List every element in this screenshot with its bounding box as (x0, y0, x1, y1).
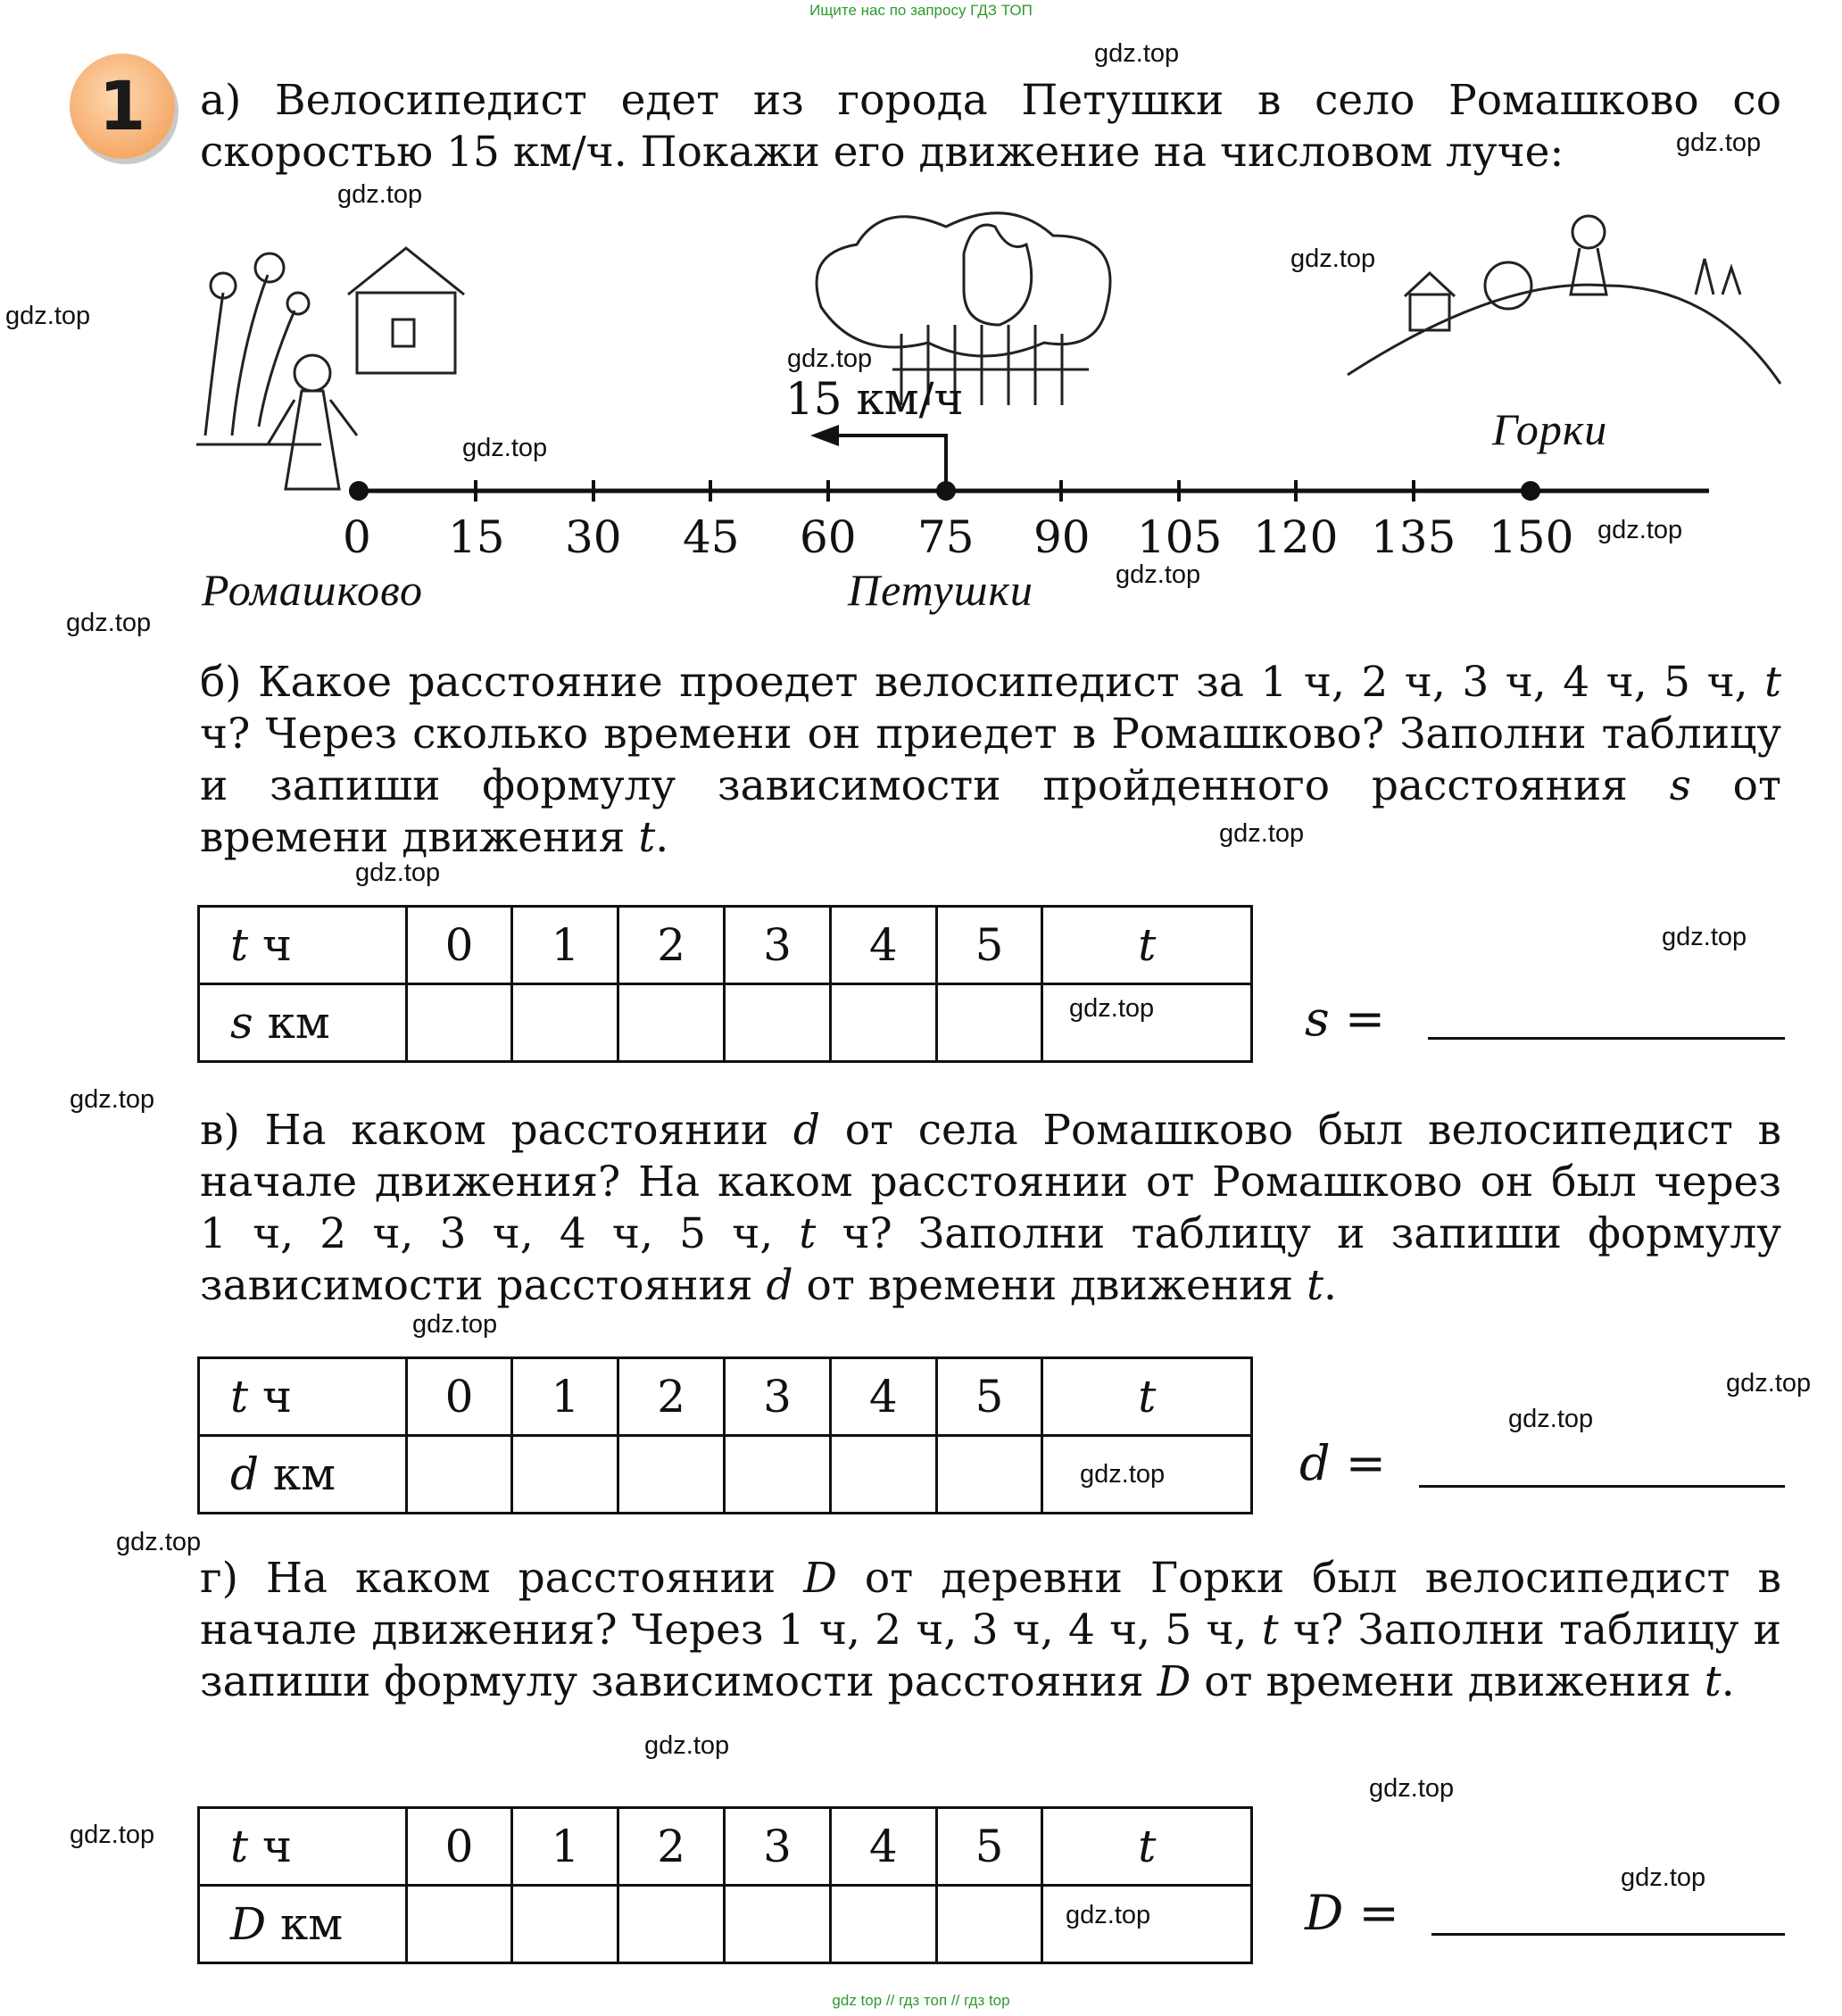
header-cell: 1 (512, 1808, 618, 1886)
answer-cell[interactable] (830, 984, 936, 1062)
tick-label: 45 (683, 511, 740, 563)
t-label: t ч (199, 1808, 407, 1886)
answer-cell[interactable] (1042, 984, 1252, 1062)
header-cell: 2 (618, 1808, 725, 1886)
tick-label: 105 (1137, 511, 1223, 563)
answer-cell[interactable] (618, 1436, 725, 1514)
watermark: gdz.top (1621, 1863, 1706, 1892)
answer-cell[interactable] (725, 1886, 831, 1963)
bottom-banner: gdz top // гдз топ // гдз top (832, 1992, 1010, 2009)
watermark: gdz.top (1369, 1774, 1455, 1803)
answer-cell[interactable] (725, 984, 831, 1062)
header-cell: t (1042, 1808, 1252, 1886)
formula-D: D = (1305, 1885, 1399, 1941)
tick-label: 60 (800, 511, 857, 563)
table-b (197, 905, 1253, 1063)
watermark: gdz.top (66, 609, 152, 637)
answer-cell[interactable] (406, 984, 512, 1062)
D-label: D км (199, 1886, 407, 1963)
task-number-badge (70, 54, 175, 159)
header-cell: t (1042, 907, 1252, 984)
answer-cell[interactable] (406, 1886, 512, 1963)
watermark: gdz.top (70, 1085, 155, 1114)
header-cell: 5 (936, 1808, 1042, 1886)
watermark: gdz.top (70, 1821, 155, 1849)
answer-cell[interactable] (936, 1886, 1042, 1963)
watermark: gdz.top (1662, 923, 1747, 951)
answer-cell[interactable] (830, 1436, 936, 1514)
watermark: gdz.top (1080, 1460, 1166, 1489)
answer-cell[interactable] (936, 984, 1042, 1062)
part-a-text: а) Велосипедист едет из города Петушки в село Ромашково со скоростью 15 км/ч. Покажи его движение на числовом луче: (200, 76, 1781, 177)
watermark: gdz.top (462, 434, 548, 462)
formula-d: d = (1299, 1435, 1386, 1491)
tick-label: 0 (343, 511, 371, 563)
watermark: gdz.top (1676, 129, 1762, 157)
header-cell: 3 (725, 907, 831, 984)
answer-cell[interactable] (512, 1886, 618, 1963)
watermark: gdz.top (1066, 1901, 1151, 1929)
watermark: gdz.top (1219, 819, 1305, 848)
watermark: gdz.top (1597, 516, 1683, 544)
header-cell: 4 (830, 907, 936, 984)
part-b-text: б) Какое расстояние проедет велосипедист за 1 ч, 2 ч, 3 ч, 4 ч, 5 ч, t ч? Через сколько времени он приедет в Ромашково? Заполни таблицу и запиши формулу зависимости пройденного расстояния s от времени движения t. (200, 658, 1781, 862)
watermark: gdz.top (1069, 994, 1155, 1023)
t-label: t ч (199, 907, 407, 984)
tick-label: 30 (565, 511, 622, 563)
watermark: gdz.top (355, 859, 441, 887)
header-cell: 2 (618, 907, 725, 984)
tick-label: 15 (448, 511, 505, 563)
watermark: gdz.top (787, 344, 873, 373)
header-cell: 5 (936, 1358, 1042, 1436)
tick-label: 150 (1489, 511, 1574, 563)
watermark: gdz.top (1290, 245, 1376, 273)
header-cell: 0 (406, 1358, 512, 1436)
answer-cell[interactable] (1042, 1436, 1252, 1514)
s-label: s км (199, 984, 407, 1062)
place-romashkovo: Ромашково (202, 565, 424, 615)
header-cell: 5 (936, 907, 1042, 984)
table-g (197, 1806, 1253, 1964)
header-cell: 0 (406, 907, 512, 984)
header-cell: t (1042, 1358, 1252, 1436)
header-cell: 0 (406, 1808, 512, 1886)
place-petushki: Петушки (848, 565, 1033, 615)
answer-cell[interactable] (406, 1436, 512, 1514)
header-cell: 4 (830, 1358, 936, 1436)
header-cell: 2 (618, 1358, 725, 1436)
header-cell: 4 (830, 1808, 936, 1886)
tick-label: 135 (1371, 511, 1456, 563)
formula-s: s = (1305, 991, 1386, 1047)
watermark: gdz.top (1116, 560, 1201, 589)
tick-label: 90 (1033, 511, 1091, 563)
part-g-text: г) На каком расстоянии D от деревни Горки был велосипедист в начале движения? Через 1 ч, 2 ч, 3 ч, 4 ч, 5 ч, t ч? Заполни таблицу и запиши формулу зависимости расстояния D от времени движения t. (200, 1554, 1782, 1706)
header-cell: 3 (725, 1358, 831, 1436)
watermark: gdz.top (1094, 39, 1180, 68)
watermark: gdz.top (412, 1310, 498, 1339)
part-v-text: в) На каком расстоянии d от села Ромашково был велосипедист в начале движения? На каком расстоянии от Ромашково он был через 1 ч, 2 ч, 3 ч, 4 ч, 5 ч, t ч? Заполни таблицу и запиши формулу зависимости расстояния d от времени движения t. (200, 1106, 1781, 1310)
answer-cell[interactable] (1042, 1886, 1252, 1963)
tick-label: 120 (1253, 511, 1339, 563)
answer-cell[interactable] (618, 984, 725, 1062)
point-petushki (936, 481, 956, 501)
speed-label: 15 км/ч (785, 373, 964, 425)
place-gorki: Горки (1492, 404, 1608, 454)
answer-cell[interactable] (512, 1436, 618, 1514)
header-cell: 1 (512, 907, 618, 984)
watermark: gdz.top (1726, 1369, 1812, 1398)
answer-cell[interactable] (830, 1886, 936, 1963)
formula-d-line[interactable] (1419, 1485, 1785, 1488)
t-label: t ч (199, 1358, 407, 1436)
d-label: d км (199, 1436, 407, 1514)
watermark: gdz.top (644, 1731, 730, 1760)
point-gorki (1521, 481, 1540, 501)
watermark: gdz.top (1508, 1405, 1594, 1433)
task-number: 1 (98, 66, 146, 145)
header-cell: 1 (512, 1358, 618, 1436)
formula-D-line[interactable] (1431, 1933, 1785, 1936)
top-banner: Ищите нас по запросу ГДЗ ТОП (809, 2, 1033, 19)
number-line (321, 464, 1722, 518)
tick-label: 75 (917, 511, 975, 563)
answer-cell[interactable] (512, 984, 618, 1062)
answer-cell[interactable] (725, 1436, 831, 1514)
header-cell: 3 (725, 1808, 831, 1886)
watermark: gdz.top (5, 302, 91, 330)
watermark: gdz.top (337, 180, 423, 209)
girl-and-house-illustration (187, 221, 473, 498)
answer-cell[interactable] (936, 1436, 1042, 1514)
gorki-hill-illustration (1339, 205, 1785, 393)
point-romashkovo (349, 481, 369, 501)
answer-cell[interactable] (618, 1886, 725, 1963)
watermark: gdz.top (116, 1528, 202, 1556)
table-v (197, 1356, 1253, 1514)
formula-s-line[interactable] (1428, 1037, 1785, 1040)
